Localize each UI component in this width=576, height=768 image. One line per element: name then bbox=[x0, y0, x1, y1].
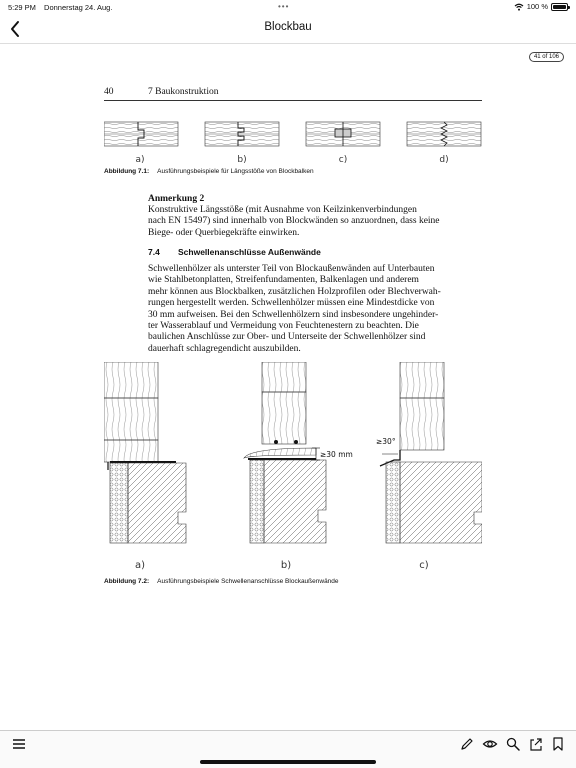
section-title: Schwellenanschlüsse Außenwände bbox=[178, 247, 321, 257]
battery-icon bbox=[551, 3, 568, 11]
status-left bbox=[8, 3, 118, 12]
caption-label: Abbildung 7.1: bbox=[104, 168, 150, 175]
caption-text: Ausführungsbeispiele Schwellenanschlüsse Blockaußenwände bbox=[157, 578, 339, 585]
caption-label: Abbildung 7.2: bbox=[104, 578, 150, 585]
running-head bbox=[104, 86, 482, 101]
battery-percent: 100 % bbox=[526, 2, 548, 11]
figure-7-2 bbox=[104, 362, 482, 574]
document-page bbox=[0, 44, 576, 730]
body-line: mehr können aus Blockbalken, zusätzlichen Holzprofilen oder Blechverwah- bbox=[148, 286, 441, 297]
home-indicator[interactable] bbox=[200, 760, 376, 764]
page-number: 40 bbox=[104, 87, 114, 97]
page-indicator-badge[interactable]: 41 of 106 bbox=[529, 52, 564, 62]
section-number: 7.4 bbox=[148, 247, 160, 257]
body-line: Schwellenhölzer als unterster Teil von Blockaußenwänden auf Unterbauten bbox=[148, 264, 435, 274]
sill-b-drawing bbox=[244, 362, 353, 543]
joint-c-drawing bbox=[306, 122, 380, 146]
chapter-title: 7 Baukonstruktion bbox=[148, 87, 219, 97]
status-date: Donnerstag 24. Aug. bbox=[44, 3, 113, 12]
nav-title: Blockbau bbox=[264, 21, 312, 33]
body-line: dauerhaft schlagregendicht auszubilden. bbox=[148, 343, 301, 354]
share-icon[interactable] bbox=[528, 736, 544, 752]
search-icon[interactable] bbox=[505, 736, 521, 752]
sill-label-a: a) bbox=[134, 560, 146, 571]
sill-a-drawing bbox=[104, 362, 186, 543]
body-line: ter Wasserablauf und Vermeidung von Feuchtenestern zu beachten. Die bbox=[148, 321, 419, 332]
status-bar bbox=[0, 0, 576, 14]
sill-label-b: b) bbox=[280, 560, 292, 571]
section-body bbox=[148, 264, 453, 355]
joint-d-drawing bbox=[407, 122, 481, 146]
body-line: baulichen Anschlüsse zur Ober- und Unterseite der Schwellenhölzer sind bbox=[148, 332, 426, 343]
min-height-label: ≥30 mm bbox=[320, 450, 353, 459]
pencil-icon[interactable] bbox=[459, 736, 475, 752]
figure-7-1-caption bbox=[104, 168, 314, 175]
note-heading: Anmerkung 2 bbox=[148, 194, 205, 204]
status-right bbox=[514, 2, 568, 11]
sill-c-drawing bbox=[376, 362, 482, 543]
note-line: nach EN 15497) sind innerhalb von Blockwänden so anzuordnen, dass keine bbox=[148, 216, 440, 227]
joint-label-b: b) bbox=[237, 155, 247, 165]
figure-7-1 bbox=[104, 118, 482, 168]
joint-a-drawing bbox=[104, 122, 178, 146]
body-line: rungen hergestellt werden. Schwellenhölzer müssen eine Mindestdicke von bbox=[148, 298, 435, 309]
nav-bar bbox=[0, 14, 576, 44]
joint-label-c: c) bbox=[338, 155, 348, 165]
multitask-dots[interactable]: ••• bbox=[278, 2, 290, 11]
joint-b-drawing bbox=[205, 122, 279, 146]
slope-angle-label: ≥30° bbox=[376, 437, 396, 446]
battery-fill bbox=[553, 5, 566, 9]
bottom-toolbar bbox=[0, 730, 576, 768]
figure-7-2-caption bbox=[104, 578, 339, 585]
menu-icon[interactable] bbox=[11, 736, 27, 752]
note-line: Biege- oder Querbiegekräfte einwirken. bbox=[148, 227, 300, 238]
wifi-icon bbox=[514, 3, 524, 11]
section-heading bbox=[148, 247, 321, 257]
note-body bbox=[148, 205, 453, 239]
body-line: 30 mm aufweisen. Bei den Schwellenhölzern sind insbesondere ungehinder- bbox=[148, 309, 439, 320]
body-line: wie Stahlbetonplatten, Streifenfundamenten, Balkenlagen und anderem bbox=[148, 275, 419, 286]
note-line: Konstruktive Längsstöße (mit Ausnahme von Keilzinkenverbindungen bbox=[148, 205, 417, 215]
sill-label-c: c) bbox=[419, 560, 429, 571]
bookmark-icon[interactable] bbox=[550, 736, 566, 752]
joint-label-d: d) bbox=[439, 155, 449, 165]
caption-text: Ausführungsbeispiele für Längsstöße von Blockbalken bbox=[157, 168, 314, 175]
status-time: 5:29 PM bbox=[8, 3, 36, 12]
joint-label-a: a) bbox=[135, 155, 145, 165]
eye-icon[interactable] bbox=[482, 736, 498, 752]
